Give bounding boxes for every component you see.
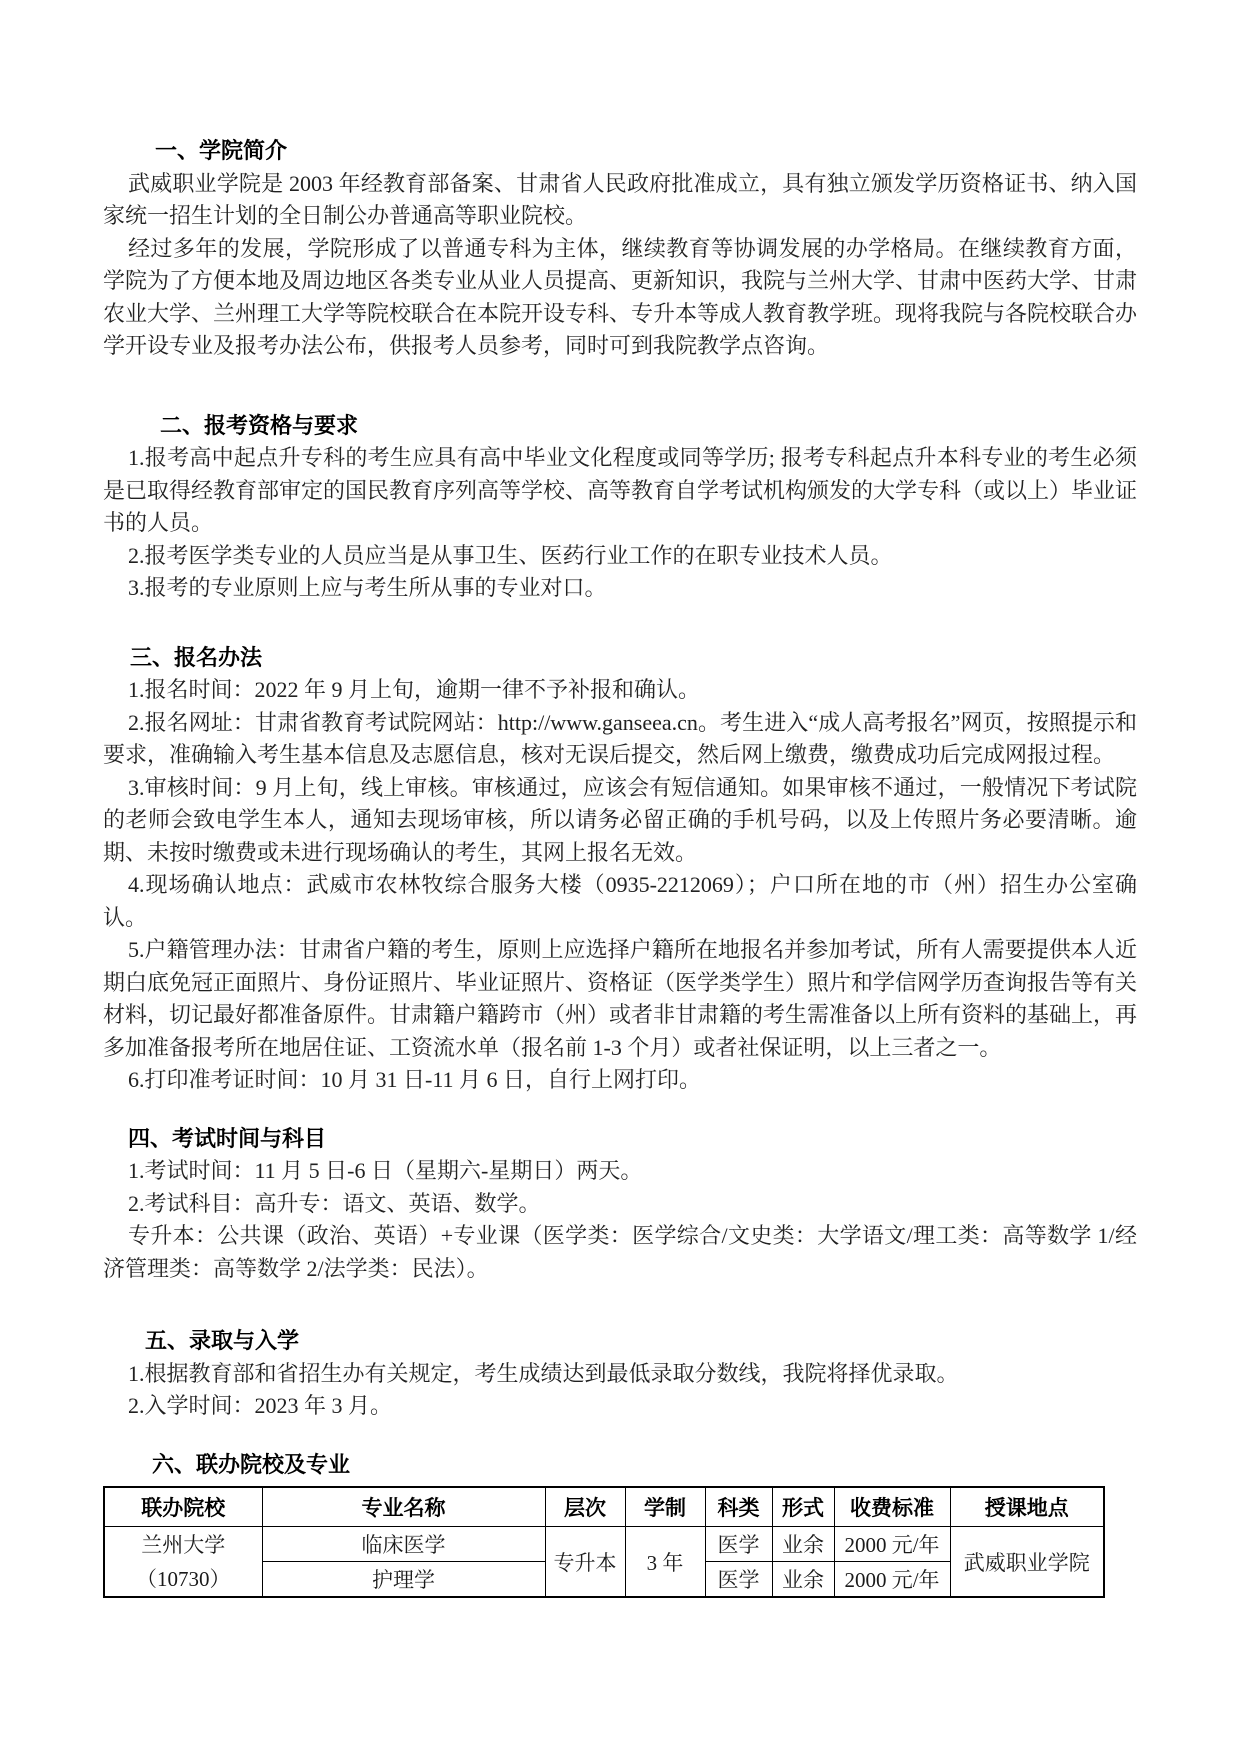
table-cell-category: 医学 xyxy=(705,1527,772,1562)
paragraph: 1.考试时间：11 月 5 日-6 日（星期六-星期日）两天。 xyxy=(128,1158,643,1183)
paragraph: 3.审核时间：9 月上旬，线上审核。审核通过，应该会有短信通知。如果审核不通过，一般情况下考试院的老师会致电学生本人，通知去现场审核，所以请务必留正确的手机号码，以及上传照片务必要清晰。逾期、未按时缴费或未进行现场确认的考生，其网上报名无效。 xyxy=(103,774,1137,865)
table-header-cell: 联办院校 xyxy=(104,1487,262,1527)
table-cell-college xyxy=(104,1527,262,1598)
section-college-intro xyxy=(103,135,1137,363)
table-cell-location: 武威职业学院 xyxy=(950,1527,1104,1598)
section-heading: 一、学院简介 xyxy=(155,138,288,163)
table-cell-level: 专升本 xyxy=(545,1527,625,1598)
table-header-cell: 科类 xyxy=(705,1487,772,1527)
paragraph: 经过多年的发展，学院形成了以普通专科为主体，继续教育等协调发展的办学格局。在继续教育方面，学院为了方便本地及周边地区各类专业从业人员提高、更新知识，我院与兰州大学、甘肃中医药大学、甘肃农业大学、兰州理工大学等院校联合在本院开设专科、专升本等成人教育教学班。现将我院与各院校联合办学开设专业及报考办法公布，供报考人员参考，同时可到我院教学点咨询。 xyxy=(103,235,1138,358)
paragraph: 2.入学时间：2023 年 3 月。 xyxy=(128,1393,393,1418)
section-heading: 六、联办院校及专业 xyxy=(152,1451,351,1477)
paragraph: 2.报名网址：甘肃省教育考试院网站：http://www.ganseea.cn。考生进入“成人高考报名”网页，按照提示和要求，准确输入考生基本信息及志愿信息，核对无误后提交，然后网上缴费，缴费成功后完成网报过程。 xyxy=(103,709,1137,767)
paragraph: 6.打印准考证时间：10 月 31 日-11 月 6 日，自行上网打印。 xyxy=(128,1067,702,1092)
college-name: 兰州大学 xyxy=(141,1532,226,1557)
section-heading: 四、考试时间与科目 xyxy=(128,1125,327,1151)
paragraph: 1.根据教育部和省招生办有关规定，考生成绩达到最低录取分数线，我院将择优录取。 xyxy=(128,1360,959,1386)
table-header-cell: 授课地点 xyxy=(950,1487,1104,1527)
table-cell-fee: 2000 元/年 xyxy=(834,1562,950,1598)
table-cell-form: 业余 xyxy=(772,1527,834,1562)
paragraph: 2.考试科目：高升专：语文、英语、数学。 xyxy=(128,1190,541,1216)
paragraph: 2.报考医学类专业的人员应当是从事卫生、医药行业工作的在职专业技术人员。 xyxy=(128,542,893,568)
section-joint-programs xyxy=(103,1449,1137,1599)
paragraph: 5.户籍管理办法：甘肃省户籍的考生，原则上应选择户籍所在地报名并参加考试，所有人需要提供本人近期白底免冠正面照片、身份证照片、毕业证照片、资格证（医学类学生）照片和学信网学历查询报告等有关材料，切记最好都准备原件。甘肃籍户籍跨市（州）或者非甘肃籍的考生需准备以上所有资料的基础上，再多加准备报考所在地居住证、工资流水单（报名前 1-3 个月）或者社保证明，以上三者之一。 xyxy=(103,937,1138,1060)
table-cell-category: 医学 xyxy=(705,1562,772,1598)
paragraph: 1.报考高中起点升专科的考生应具有高中毕业文化程度或同等学历; 报考专科起点升本科专业的考生必须是已取得经教育部审定的国民教育序列高等学校、高等教育自学考试机构颁发的大学专科（或以上）毕业证书的人员。 xyxy=(103,445,1138,535)
table-cell-major: 临床医学 xyxy=(262,1527,545,1562)
paragraph: 4.现场确认地点：武威市农林牧综合服务大楼（0935-2212069）；户口所在地的市（州）招生办公室确认。 xyxy=(103,872,1137,930)
section-exam-time-subjects xyxy=(103,1123,1137,1286)
table-header-cell: 收费标准 xyxy=(834,1487,950,1527)
paragraph: 专升本：公共课（政治、英语）+专业课（医学类：医学综合/文史类：大学语文/理工类：高等数学 1/经济管理类：高等数学 2/法学类：民法）。 xyxy=(103,1223,1137,1281)
section-admission xyxy=(103,1325,1137,1423)
paragraph: 1.报名时间：2022 年 9 月上旬，逾期一律不予补报和确认。 xyxy=(128,677,701,702)
section-heading: 五、录取与入学 xyxy=(145,1328,300,1353)
college-code: （10730） xyxy=(136,1566,231,1591)
paragraph: 武威职业学院是 2003 年经教育部备案、甘肃省人民政府批准成立，具有独立颁发学历资格证书、纳入国家统一招生计划的全日制公办普通高等职业院校。 xyxy=(103,170,1137,228)
section-qualifications xyxy=(103,410,1137,605)
table-cell-form: 业余 xyxy=(772,1562,834,1598)
section-registration xyxy=(103,642,1137,1097)
table-row xyxy=(104,1527,1104,1562)
joint-programs-table xyxy=(103,1486,1105,1598)
table-header-cell: 层次 xyxy=(545,1487,625,1527)
table-cell-fee: 2000 元/年 xyxy=(834,1527,950,1562)
section-heading: 二、报考资格与要求 xyxy=(160,412,359,438)
table-header-cell: 专业名称 xyxy=(262,1487,545,1527)
table-header-cell: 学制 xyxy=(625,1487,705,1527)
table-header-cell: 形式 xyxy=(772,1487,834,1527)
table-cell-major: 护理学 xyxy=(262,1562,545,1598)
paragraph: 3.报考的专业原则上应与考生所从事的专业对口。 xyxy=(128,575,607,600)
table-header-row xyxy=(104,1487,1104,1527)
table-cell-duration: 3 年 xyxy=(625,1527,705,1598)
section-heading: 三、报名办法 xyxy=(130,644,263,670)
